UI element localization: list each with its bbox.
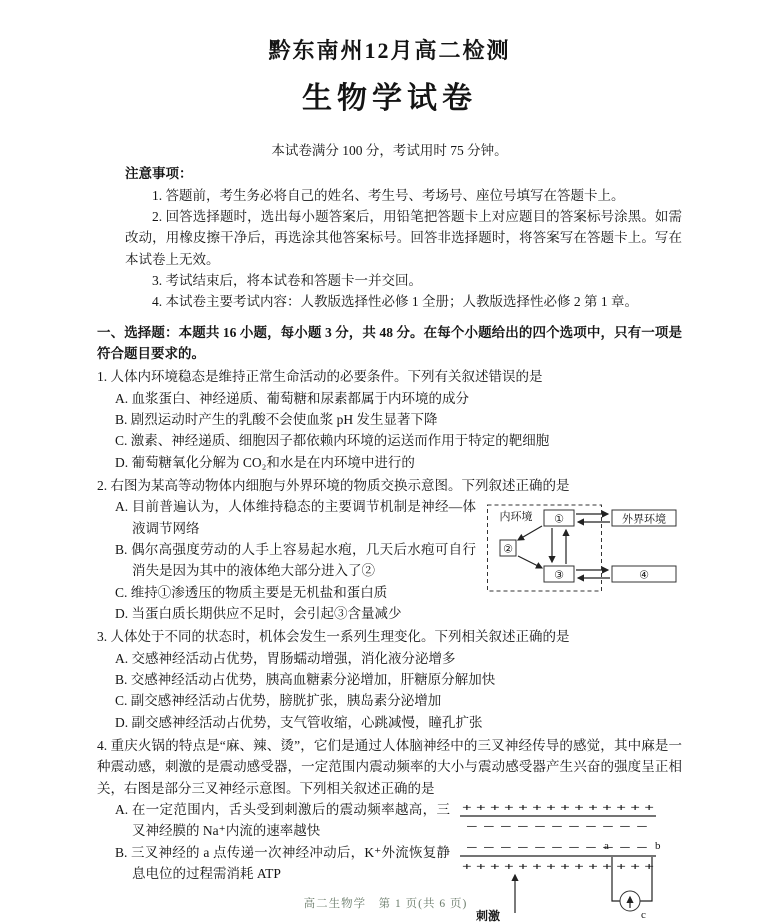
node-3-label: ③ [554, 569, 564, 582]
arrow-node1-to-node2 [518, 526, 542, 540]
question-1-option-c: C. 激素、神经递质、细胞因子都依赖内环境的运送而作用于特定的靶细胞 [115, 433, 550, 449]
question-1-stem: 1. 人体内环境稳态是维持正常生命活动的必要条件。下列有关叙述错误的是 [97, 369, 543, 385]
question-3-option-d: D. 副交感神经活动占优势，支气管收缩，心跳减慢，瞳孔扩张 [115, 714, 483, 730]
stimulus-label: 刺激 [476, 908, 501, 923]
notice-item-3: 3. 考试结束后，将本试卷和答题卡一并交回。 [152, 273, 422, 289]
internal-environment-diagram-svg [486, 498, 682, 596]
notice-item-1: 1. 答题前，考生务必将自己的姓名、考生号、考场号、座位号填写在答题卡上。 [152, 187, 625, 203]
notice-item-2: 2. 回答选择题时，选出每小题答案后，用铅笔把答题卡上对应题目的答案标号涂黑。如需改动，用橡皮擦干净后，再选涂其他答案标号。回答非选择题时，将答案写在答题卡上。写在本试卷上无效。 [125, 209, 682, 267]
internal-environment-diagram [486, 498, 682, 596]
internal-environment-label: 内环境 [499, 511, 533, 524]
question-3-option-a: A. 交感神经活动占优势，胃肠蠕动增强，消化液分泌增多 [115, 650, 456, 666]
question-1 [97, 366, 682, 473]
question-3 [97, 626, 682, 733]
question-1-option-a: A. 血浆蛋白、神经递质、葡萄糖和尿素都属于内环境的成分 [115, 390, 469, 406]
question-1-option-d: D. 葡萄糖氧化分解为 CO₂和水是在内环境中进行的 [115, 454, 415, 470]
question-1-options [97, 388, 682, 473]
section-heading: 一、选择题：本题共 16 小题，每小题 3 分，共 48 分。在每个小题给出的四个选项中，只有一项是符合题目要求的。 [97, 324, 682, 362]
membrane-plus-row-bottom: + + + + + + + + + + + + + + [462, 860, 654, 873]
notice-item-4: 4. 本试卷主要考试内容：人教版选择性必修 1 全册；人教版选择性必修 2 第 1 章。 [152, 294, 638, 310]
question-4-option-a: A. 在一定范围内，舌头受到刺激后的震动频率越高，三叉神经膜的 Na⁺内流的速率越快 [115, 801, 450, 839]
question-3-option-b: B. 交感神经活动占优势，胰高血糖素分泌增加，肝糖原分解加快 [115, 672, 496, 688]
arrow-node2-to-node3 [518, 556, 542, 568]
page-footer: 高二生物学 第 1 页(共 6 页) [303, 897, 468, 910]
question-2-option-b: B. 偶尔高强度劳动的人手上容易起水疱，几天后水疱可自行消失是因为其中的液体绝大部分进入了② [115, 542, 476, 579]
node-4-label: ④ [639, 569, 649, 582]
point-a-label: a [604, 839, 609, 852]
notice-heading: 注意事项： [125, 166, 193, 182]
question-4-option-b: B. 三叉神经的 a 点传递一次神经冲动后，K⁺外流恢复静息电位的过程需消耗 ATP [115, 844, 450, 881]
question-4-stem: 4. 重庆火锅的特点是“麻、辣、烫”，它们是通过人体脑神经中的三叉神经传导的感觉，其中麻是一种震动感，刺激的是震动感受器，一定范围内震动频率的大小与震动感受器产生兴奋的强度呈正相关，右图是部分三叉神经示意图。下列相关叙述正确的是 [97, 738, 682, 796]
question-2-option-c: C. 维持①渗透压的物质主要是无机盐和蛋白质 [115, 584, 388, 600]
subject-title: 生物学试卷 [302, 81, 477, 115]
question-3-options [97, 648, 682, 733]
question-2-option-a: A. 目前普遍认为，人体维持稳态的主要调节机制是神经—体液调节网络 [115, 499, 476, 536]
question-2-option-d: D. 当蛋白质长期供应不足时，会引起③含量减少 [115, 606, 402, 622]
exam-title: 黔东南州12月高二检测 [268, 38, 511, 63]
exam-info-line: 本试卷满分 100 分，考试用时 75 分钟。 [271, 143, 508, 159]
question-1-option-b: B. 剧烈运动时产生的乳酸不会使血浆 pH 发生显著下降 [115, 412, 438, 428]
membrane-minus-row-bottom: − − − − − − − − − − − [466, 841, 648, 854]
membrane-plus-row-top: + + + + + + + + + + + + + + [462, 801, 654, 814]
question-2 [97, 475, 682, 624]
node-1-label: ① [554, 513, 564, 526]
notice-section [125, 163, 682, 312]
question-2-stem: 2. 右图为某高等动物体内细胞与外界环境的物质交换示意图。下列叙述正确的是 [97, 478, 570, 494]
membrane-minus-row-top: − − − − − − − − − − − [466, 820, 648, 833]
external-environment-label: 外界环境 [622, 513, 666, 526]
point-c-label: c [641, 908, 646, 921]
question-3-stem: 3. 人体处于不同的状态时，机体会发生一系列生理变化。下列相关叙述正确的是 [97, 629, 570, 645]
point-b-label: b [655, 839, 661, 852]
question-3-option-c: C. 副交感神经活动占优势，膀胱扩张，胰岛素分泌增加 [115, 693, 442, 709]
node-2-label: ② [503, 543, 513, 556]
